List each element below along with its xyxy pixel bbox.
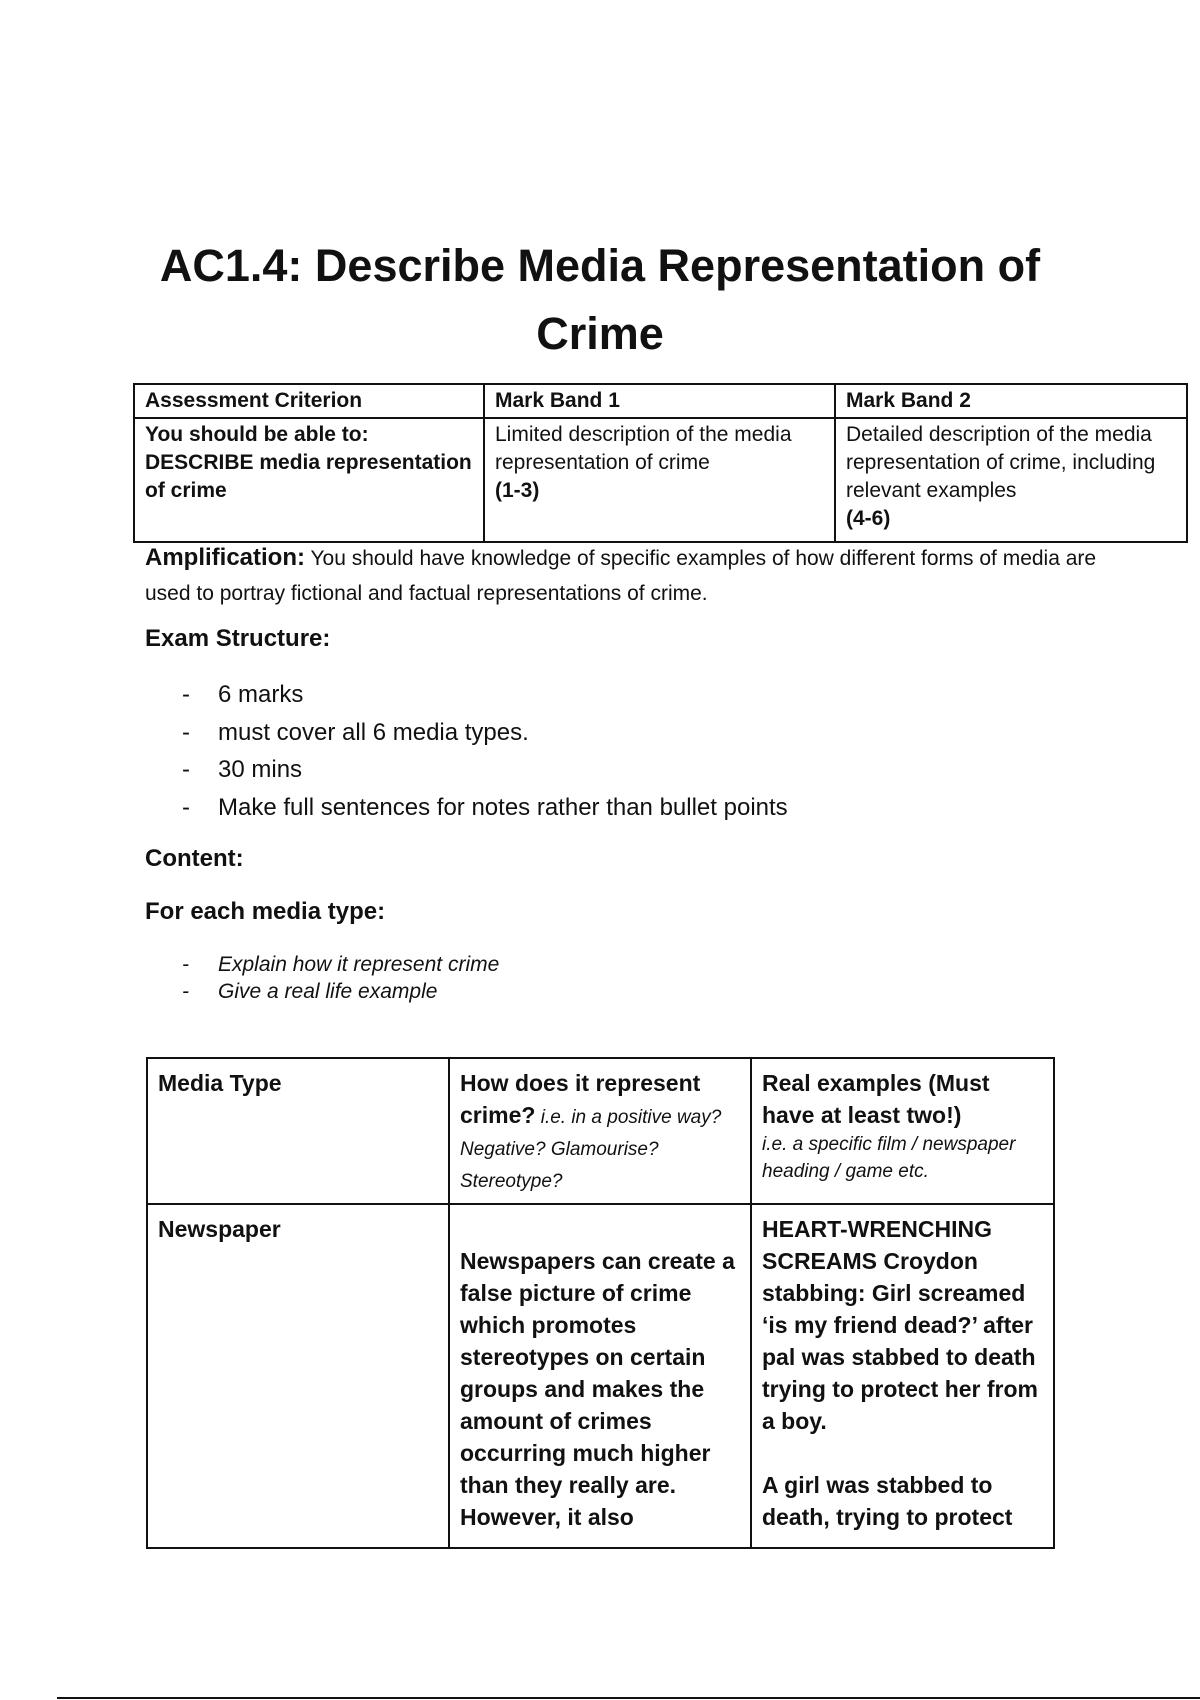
list-item: - Explain how it represent crime — [182, 953, 500, 976]
criteria-header-row — [134, 384, 1187, 418]
newspaper-example-1: HEART-WRENCHING SCREAMS Croydon stabbing: Girl screamed ‘is my friend dead?’ after pal was stabbed to death trying to protect her from a boy. — [762, 1216, 1039, 1434]
media-type-newspaper: Newspaper — [147, 1204, 449, 1548]
title-line-1: AC1.4: Describe Media Representation of — [159, 240, 1041, 291]
band-2-text: Detailed description of the media representation of crime, including relevant examples — [846, 423, 1156, 502]
amplification-paragraph — [145, 540, 1105, 611]
newspaper-representation-text: Newspapers can create a false picture of crime which promotes stereotypes on certain groups and makes the amount of crimes occurring much higher than they really are. However, it also — [460, 1248, 735, 1530]
table-row — [147, 1204, 1054, 1548]
header-representation-title: How does it represent crime? — [460, 1070, 701, 1128]
band-1-cell — [484, 418, 835, 542]
header-real-examples — [751, 1058, 1054, 1204]
media-type-table — [146, 1057, 1055, 1549]
exam-item-text: 30 mins — [218, 756, 303, 783]
list-item: - 6 marks — [182, 681, 304, 708]
exam-structure-list — [176, 676, 788, 826]
list-item: - 30 mins — [182, 756, 303, 783]
band-1-marks: (1-3) — [495, 479, 540, 502]
for-each-item-text: Explain how it represent crime — [218, 953, 500, 976]
exam-structure-heading: Exam Structure: — [145, 625, 331, 652]
band-2-cell — [835, 418, 1187, 542]
for-each-list — [176, 951, 499, 1005]
band-2-marks: (4-6) — [846, 507, 891, 530]
amplification-text: You should have knowledge of specific examples of how different forms of media are used to portray fictional and factual representations of crime. — [145, 547, 1097, 605]
newspaper-representation-cell — [449, 1204, 751, 1548]
amplification-label: Amplification: — [145, 544, 305, 571]
exam-item-text: 6 marks — [218, 681, 304, 708]
page-title — [140, 232, 1060, 368]
criteria-body-row — [134, 418, 1187, 542]
criterion-line-1: You should be able to: — [145, 423, 369, 446]
header-representation — [449, 1058, 751, 1204]
exam-item-text: must cover all 6 media types. — [218, 718, 529, 746]
header-mark-band-2: Mark Band 2 — [835, 384, 1187, 418]
criterion-cell — [134, 418, 484, 542]
for-each-heading: For each media type: — [145, 898, 386, 925]
newspaper-examples-cell — [751, 1204, 1054, 1548]
header-real-examples-hint: i.e. a specific film / newspaper heading / game etc. — [762, 1134, 1016, 1182]
band-1-text: Limited description of the media representation of crime — [495, 423, 792, 474]
exam-item-text: Make full sentences for notes rather than bullet points — [218, 793, 788, 821]
header-media-type: Media Type — [147, 1058, 449, 1204]
list-item: - Give a real life example — [182, 980, 438, 1003]
title-line-2: Crime — [536, 308, 664, 359]
for-each-item-text: Give a real life example — [218, 980, 438, 1003]
header-mark-band-1: Mark Band 1 — [484, 384, 835, 418]
list-item: - must cover all 6 media types. — [182, 718, 529, 746]
page-divider — [57, 1697, 1200, 1699]
header-assessment-criterion: Assessment Criterion — [134, 384, 484, 418]
assessment-criteria-table — [133, 383, 1188, 543]
media-header-row — [147, 1058, 1054, 1204]
header-real-examples-title: Real examples (Must have at least two!) — [762, 1070, 990, 1128]
content-heading: Content: — [145, 845, 244, 872]
newspaper-example-2: A girl was stabbed to death, trying to protect — [762, 1472, 1013, 1530]
criterion-line-2: DESCRIBE media representation of crime — [145, 451, 472, 502]
list-item: - Make full sentences for notes rather than bullet points — [182, 793, 788, 821]
header-representation-hint: i.e. in a positive way? Negative? Glamourise? Stereotype? — [460, 1107, 722, 1192]
